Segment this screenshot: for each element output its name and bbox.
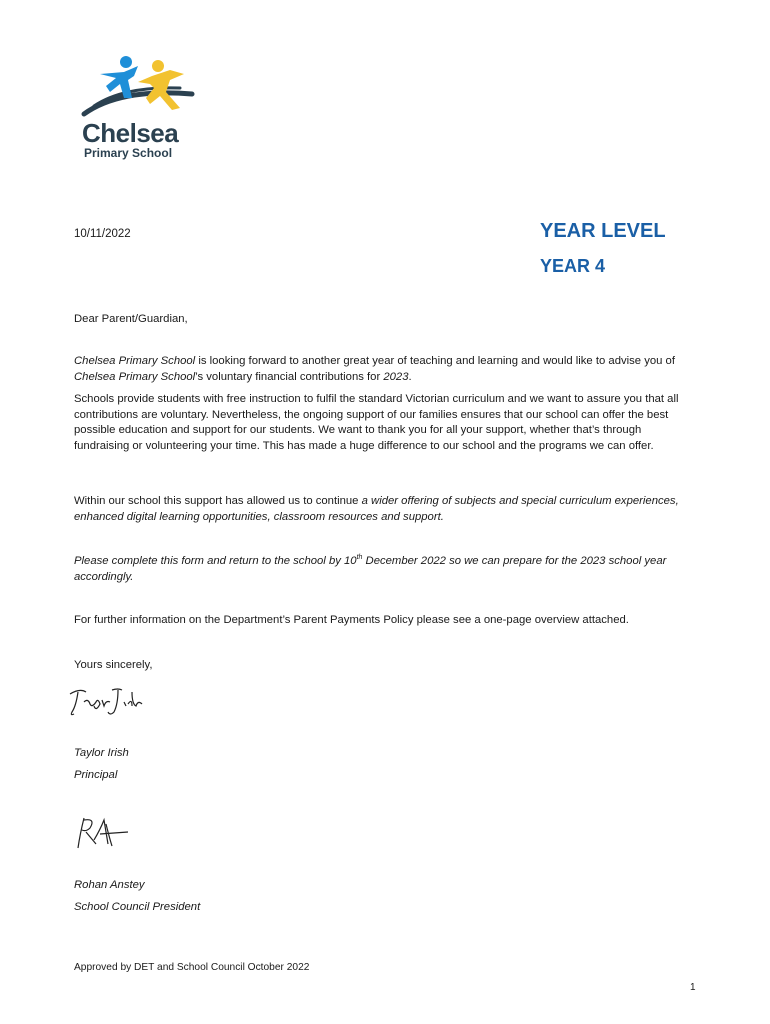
paragraph-policy: For further information on the Department’s Parent Payments Policy please see a one-page overview attached. bbox=[74, 614, 629, 626]
contribution-year: 2023 bbox=[383, 370, 409, 383]
paragraph-text: ’s voluntary financial contributions for bbox=[195, 370, 384, 383]
paragraph-return-instructions bbox=[74, 554, 698, 585]
closing: Yours sincerely, bbox=[74, 659, 153, 671]
ordinal-suffix: th bbox=[356, 554, 363, 562]
salutation: Dear Parent/Guardian, bbox=[74, 313, 188, 325]
school-logo bbox=[80, 52, 200, 162]
principal-signature-icon bbox=[66, 682, 146, 722]
year-value: YEAR 4 bbox=[540, 256, 606, 276]
paragraph-italic-text: a wider offering of subjects and special curriculum experiences, enhanced digital learning opportunities, classroom resources and support. bbox=[74, 495, 679, 523]
paragraph-free-instruction: Schools provide students with free instruction to fulfil the standard Victorian curriculum and we want to assure you that all contributions are voluntary. Nevertheless, the ongoing support of our families ensures that our school can offer the best possible education and support for our students. We want to thank you for all your support, whether that’s through fundraising or volunteering your time. This has made a huge difference to our school and the programs we can offer. bbox=[74, 393, 679, 452]
signatory-name: Taylor Irish bbox=[74, 747, 129, 759]
signatory-title: Principal bbox=[74, 769, 118, 781]
paragraph-text: is looking forward to another great year of teaching and learning and would like to advise you of bbox=[195, 355, 675, 367]
paragraph-text: Within our school this support has allowed us to continue bbox=[74, 495, 362, 507]
logo-school-subtitle: Primary School bbox=[84, 146, 173, 160]
signatory-name: Rohan Anstey bbox=[74, 879, 145, 891]
council-president-signature-icon bbox=[66, 810, 136, 854]
paragraph-text: Please complete this form and return to the school by 10 bbox=[74, 555, 357, 567]
approval-footer: Approved by DET and School Council October 2022 bbox=[74, 962, 310, 973]
paragraph-intro bbox=[74, 354, 698, 385]
letter-date: 10/11/2022 bbox=[74, 228, 131, 240]
logo-school-name: Chelsea bbox=[82, 118, 179, 148]
school-name: Chelsea Primary School bbox=[74, 370, 196, 383]
page-number: 1 bbox=[690, 982, 696, 993]
year-level-heading: YEAR LEVEL bbox=[540, 220, 666, 242]
logo-figures-icon bbox=[80, 52, 200, 122]
paragraph-text: December 2022 so we can prepare for the 2023 school year accordingly. bbox=[74, 555, 667, 583]
paragraph-text: . bbox=[408, 370, 412, 383]
school-name: Chelsea Primary School bbox=[74, 355, 196, 367]
signatory-title: School Council President bbox=[74, 901, 201, 913]
paragraph-support bbox=[74, 494, 698, 525]
